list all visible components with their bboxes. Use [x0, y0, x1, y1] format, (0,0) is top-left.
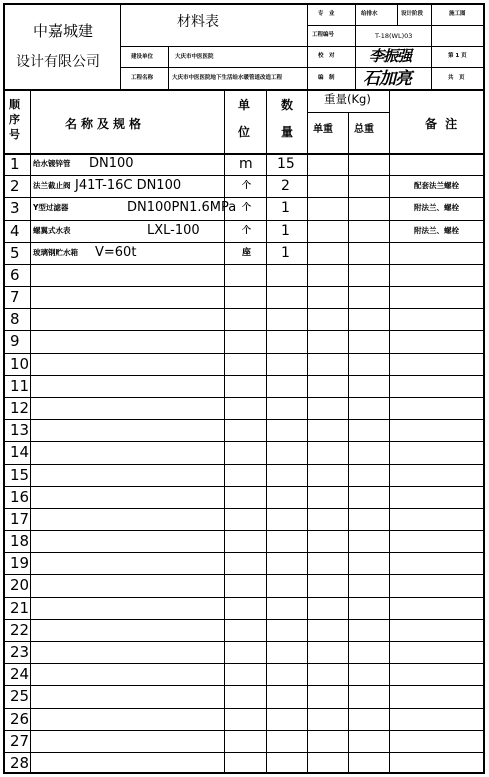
company-divider [120, 5, 121, 89]
item-quantity: 2 [281, 178, 290, 195]
row-number: 5 [10, 243, 20, 262]
row-rule [5, 552, 483, 553]
row-rule [5, 464, 483, 465]
item-unit: 座 [242, 247, 252, 258]
row-number: 15 [10, 465, 30, 484]
row-number: 6 [10, 265, 20, 284]
qty-header-1: 数 [281, 98, 294, 112]
name-header: 名称及规格 [65, 117, 146, 131]
row-number: 18 [10, 532, 30, 551]
row-rule [5, 375, 483, 376]
item-quantity: 1 [281, 200, 290, 217]
material-table-body [5, 153, 483, 774]
item-unit: 个 [242, 203, 252, 214]
total-weight-header: 总重 [354, 124, 374, 135]
row-rule [5, 286, 483, 287]
row-rule [5, 708, 483, 709]
item-spec: DN100 [89, 156, 134, 171]
client-label: 建设单位 [131, 54, 154, 60]
row-rule [5, 353, 483, 354]
row-rule [5, 175, 483, 176]
item-remark: 附法兰、螺栓 [414, 225, 459, 235]
page-label: 第 1 页 [448, 53, 467, 59]
unit-header-1: 单 [238, 98, 251, 112]
check-label: 校 对 [318, 53, 335, 59]
specialty-value: 给排水 [361, 11, 378, 17]
item-name: 螺翼式水表 [33, 225, 71, 235]
row-rule [5, 397, 483, 398]
row-rule [5, 441, 483, 442]
project-value: 大庆市中医医院地下生活给水暖管道改造工程 [172, 75, 283, 81]
row-rule [5, 220, 483, 221]
info-divider [307, 5, 308, 89]
item-quantity: 1 [281, 222, 290, 239]
row-number: 28 [10, 753, 30, 772]
row-rule [5, 197, 483, 198]
specialty-label: 专 业 [318, 11, 335, 17]
row-number: 3 [10, 199, 20, 218]
seq-header-char-2: 序 [9, 113, 20, 126]
row-number: 11 [10, 376, 30, 395]
row-number: 19 [10, 554, 30, 573]
row-rule [5, 242, 483, 243]
row-rule [5, 330, 483, 331]
row-rule [5, 597, 483, 598]
row-rule [5, 419, 483, 420]
row-rule [5, 752, 483, 753]
row-number: 2 [10, 177, 20, 196]
remarks-header: 备 注 [425, 117, 460, 131]
drawing-no-value: T-18(WL)03 [375, 32, 413, 40]
row-rule [5, 619, 483, 620]
item-name: Y型过滤器 [33, 203, 69, 213]
seq-header-char-1: 顺 [9, 98, 20, 111]
row-rule [5, 574, 483, 575]
row-number: 12 [10, 398, 30, 417]
stage-value: 施工图 [449, 11, 466, 17]
weight-header: 重量(Kg) [324, 92, 371, 106]
unit-weight-header: 单重 [313, 124, 333, 135]
title-bottom-rule [120, 46, 307, 47]
row-number: 16 [10, 487, 30, 506]
row-number: 23 [10, 642, 30, 661]
company-name-line1: 中嘉城建 [33, 22, 94, 40]
item-unit: 个 [242, 225, 252, 236]
document-title: 材料表 [177, 14, 219, 30]
row-number: 25 [10, 687, 30, 706]
project-label: 工程名称 [131, 75, 154, 81]
row-number: 22 [10, 620, 30, 639]
seq-header-char-3: 号 [9, 128, 20, 141]
row-number: 7 [10, 288, 20, 307]
item-quantity: 15 [277, 156, 295, 172]
item-spec: LXL-100 [147, 222, 200, 238]
row-number: 14 [10, 443, 30, 462]
tb-col-2a [397, 5, 398, 25]
qty-header-2: 量 [281, 125, 294, 139]
row-number: 10 [10, 354, 30, 373]
total-label: 共 页 [448, 75, 465, 81]
info-label-divider [168, 46, 169, 89]
item-unit: 个 [242, 181, 252, 192]
item-remark: 附法兰、螺栓 [414, 203, 459, 213]
item-remark: 配套法兰螺栓 [414, 181, 459, 191]
client-value: 大庆市中医医院 [175, 54, 214, 60]
row-rule [5, 308, 483, 309]
row-rule [5, 264, 483, 265]
info-row-rule [120, 67, 307, 68]
item-quantity: 1 [281, 244, 290, 261]
item-name: 给水镀锌管 [33, 159, 71, 168]
row-rule [5, 530, 483, 531]
material-sheet [3, 3, 485, 774]
tb-col-1 [355, 5, 356, 89]
row-number: 9 [10, 332, 20, 351]
item-spec: J41T-16C DN100 [75, 178, 182, 194]
row-number: 24 [10, 665, 30, 684]
row-number: 13 [10, 421, 30, 440]
drafter-label: 编 制 [318, 75, 335, 81]
seq-header [9, 97, 21, 142]
item-spec: DN100PN1.6MPa [127, 200, 237, 216]
row-rule [5, 486, 483, 487]
row-number: 26 [10, 709, 30, 728]
item-unit: m [239, 156, 253, 172]
tb-rule-1 [307, 25, 483, 26]
row-number: 17 [10, 509, 30, 528]
checker-signature: 李振强 [369, 47, 412, 65]
item-name: 玻璃钢贮水箱 [33, 247, 78, 257]
row-number: 27 [10, 731, 30, 750]
drafter-signature: 石加亮 [363, 69, 411, 89]
row-rule [5, 641, 483, 642]
row-number: 4 [10, 221, 20, 240]
company-name-line2: 设计有限公司 [16, 54, 100, 70]
stage-label: 设计阶段 [401, 11, 424, 17]
row-rule [5, 663, 483, 664]
tb-col-3 [431, 5, 432, 89]
row-number: 20 [10, 576, 30, 595]
row-number: 8 [10, 310, 20, 329]
row-rule [5, 685, 483, 686]
project-no-label: 工程编号 [312, 32, 335, 38]
item-name: 法兰截止阀 [33, 181, 71, 191]
row-rule [5, 508, 483, 509]
unit-header-2: 位 [238, 125, 251, 139]
header-bottom-rule [5, 89, 483, 91]
row-rule [5, 730, 483, 731]
item-spec: V=60t [95, 244, 137, 260]
row-number: 21 [10, 598, 30, 617]
row-number: 1 [10, 155, 20, 173]
